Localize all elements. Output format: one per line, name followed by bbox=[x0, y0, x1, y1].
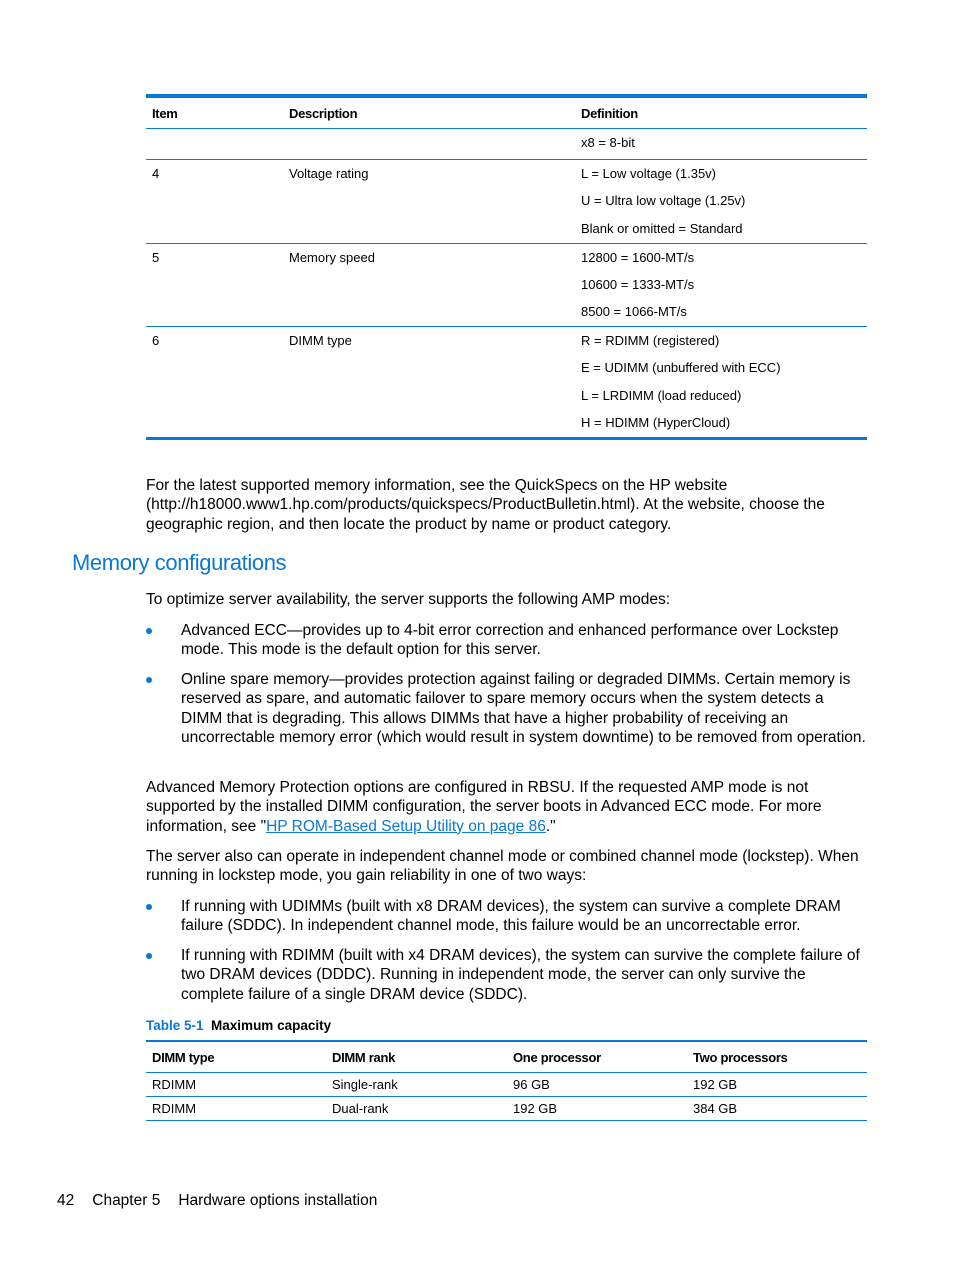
table-caption-title: Maximum capacity bbox=[211, 1018, 332, 1033]
bullet-item bbox=[146, 621, 868, 660]
definition-line: 12800 = 1600-MT/s bbox=[581, 249, 695, 265]
definition-line: L = LRDIMM (load reduced) bbox=[581, 387, 742, 403]
cell-description bbox=[283, 129, 575, 160]
definition-line: L = Low voltage (1.35v) bbox=[581, 166, 717, 181]
cell-item bbox=[146, 129, 283, 160]
cell-two-processors: 192 GB bbox=[687, 1073, 867, 1097]
cell-definition bbox=[575, 160, 867, 244]
capacity-table bbox=[146, 1040, 867, 1121]
cell-dimm-rank: Dual-rank bbox=[332, 1101, 389, 1116]
page-number: 42 bbox=[57, 1192, 75, 1209]
definition-line: 10600 = 1333-MT/s bbox=[581, 276, 695, 292]
definition-line: R = RDIMM (registered) bbox=[581, 333, 720, 349]
dimm-code-table bbox=[146, 94, 867, 440]
cell-dimm-rank: Single-rank bbox=[326, 1073, 507, 1097]
bullet-dot-icon bbox=[146, 953, 152, 959]
cell-description: Voltage rating bbox=[283, 160, 575, 244]
rbsu-text: Advanced Memory Protection options are configured in RBSU. If the requested AMP mode is not supported by the installed DIMM configuration, the server boots in Advanced ECC mode. For more information, see " bbox=[146, 779, 822, 835]
table-caption-number: Table 5-1 bbox=[146, 1018, 204, 1033]
table-row bbox=[146, 129, 867, 160]
cell-two-processors: 384 GB bbox=[693, 1101, 738, 1116]
cell-item: 5 bbox=[146, 243, 283, 327]
cell-item: 4 bbox=[146, 160, 283, 244]
bullet-item bbox=[146, 897, 868, 936]
cell-description: Memory speed bbox=[283, 243, 575, 327]
table-caption bbox=[146, 1018, 331, 1033]
rbsu-text-end: ." bbox=[545, 817, 556, 835]
definition-line: x8 = 8-bit bbox=[581, 135, 635, 150]
cell-definition bbox=[575, 243, 867, 327]
header-dimm-type: DIMM type bbox=[146, 1041, 326, 1073]
header-item: Item bbox=[146, 96, 283, 129]
bullet-dot-icon bbox=[146, 628, 152, 634]
cell-definition bbox=[575, 327, 867, 439]
cell-dimm-type: RDIMM bbox=[146, 1073, 326, 1097]
definition-line: E = UDIMM (unbuffered with ECC) bbox=[581, 360, 781, 376]
bullet-text: Online spare memory—provides protection against failing or degraded DIMMs. Certain memory is reserved as spare, and automatic failover to spare memory occurs when the system detects a DIMM that is degrading. This allows DIMMs that have a higher probability of receiving an uncorrectable memory error (which would result in system downtime) to be removed from operation. bbox=[181, 671, 866, 746]
table-row bbox=[146, 1097, 867, 1121]
rbsu-paragraph bbox=[146, 778, 868, 836]
cell-dimm-type: RDIMM bbox=[152, 1101, 197, 1116]
bullet-text: If running with UDIMMs (built with x8 DRAM devices), the system can survive a complete DRAM failure (SDDC). In independent channel mode, this failure would be an uncorrectable error. bbox=[181, 898, 841, 935]
definition-line: H = HDIMM (HyperCloud) bbox=[581, 415, 731, 431]
header-definition: Definition bbox=[575, 96, 867, 129]
bullet-item bbox=[146, 670, 868, 747]
table-row bbox=[146, 243, 867, 327]
header-dimm-rank: DIMM rank bbox=[326, 1041, 507, 1073]
definition-line: Blank or omitted = Standard bbox=[581, 220, 743, 236]
cell-one-processor: 96 GB bbox=[507, 1073, 687, 1097]
table-row bbox=[146, 160, 867, 244]
cell-definition bbox=[575, 129, 867, 160]
bullet-text: If running with RDIMM (built with x4 DRAM devices), the system can survive the complete failure of two DRAM devices (DDDC). Running in independent mode, the server can only survive the complete failure of a single DRAM device (SDDC). bbox=[181, 947, 860, 1003]
bullet-text: Advanced ECC—provides up to 4-bit error correction and enhanced performance over Lockstep mode. This mode is the default option for this server. bbox=[181, 622, 839, 659]
page-footer bbox=[57, 1192, 395, 1210]
footer-chapter-title: Hardware options installation bbox=[178, 1192, 378, 1209]
bullet-dot-icon bbox=[146, 904, 152, 910]
definition-line: 8500 = 1066-MT/s bbox=[581, 304, 687, 320]
section-heading: Memory configurations bbox=[72, 550, 287, 575]
rbsu-setup-link[interactable]: HP ROM-Based Setup Utility on page 86 bbox=[266, 817, 546, 835]
channel-paragraph: The server also can operate in independent channel mode or combined channel mode (lockstep). When running in lockstep mode, you gain reliability in one of two ways: bbox=[146, 848, 859, 885]
table-row bbox=[146, 327, 867, 439]
definition-line: U = Ultra low voltage (1.25v) bbox=[581, 193, 746, 209]
header-description: Description bbox=[283, 96, 575, 129]
header-one-processor: One processor bbox=[507, 1041, 687, 1073]
bullet-item bbox=[146, 946, 868, 1004]
header-two-processors: Two processors bbox=[687, 1041, 867, 1073]
intro-paragraph: For the latest supported memory information, see the QuickSpecs on the HP website (http://h18000.www1.hp.com/products/quickspecs/ProductBulletin.html). At the website, choose the geographic region, and then locate the product by name or product category. bbox=[146, 477, 825, 533]
table-row bbox=[146, 1073, 867, 1097]
cell-description: DIMM type bbox=[289, 333, 352, 349]
amp-intro-paragraph: To optimize server availability, the server supports the following AMP modes: bbox=[146, 591, 671, 608]
cell-item: 6 bbox=[152, 333, 160, 349]
bullet-dot-icon bbox=[146, 677, 152, 683]
cell-one-processor: 192 GB bbox=[513, 1101, 558, 1116]
footer-chapter: Chapter 5 bbox=[92, 1192, 161, 1209]
